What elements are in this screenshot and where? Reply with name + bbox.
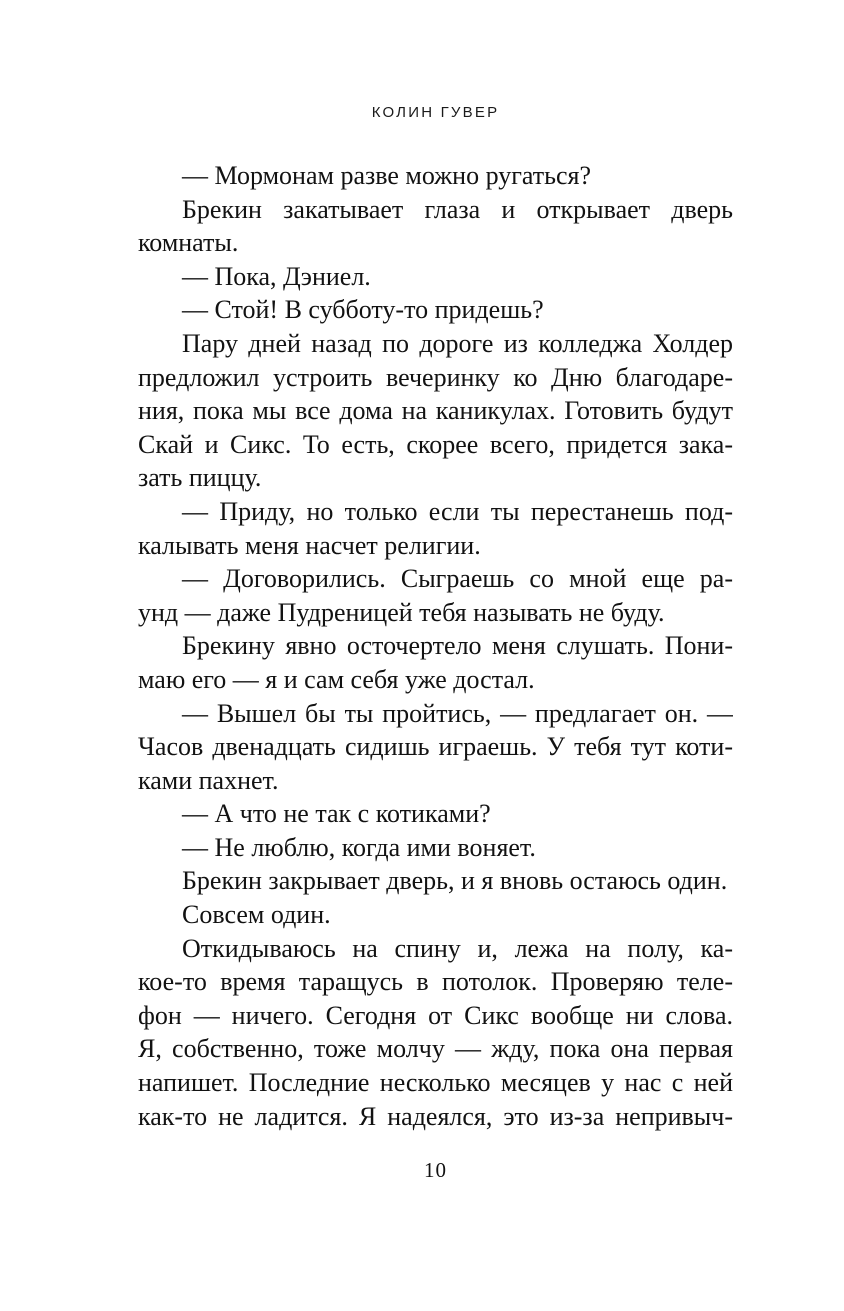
text-line: комнаты. [138,228,239,258]
text-line: Я, собственно, тоже молчу — жду, пока она первая [138,1034,733,1064]
text-line: Брекин закатывает глаза и открывает дверь [182,194,733,224]
text-line: предложил устроить вечеринку ко Дню благодаре- [138,362,733,392]
text-line: Совсем один. [182,900,331,930]
text-line: Часов двенадцать сидишь играешь. У тебя тут коти- [138,732,733,762]
text-line: маю его — я и сам себя уже достал. [138,664,535,694]
text-line: Брекин закрывает дверь, и я вновь остаюсь один. [182,866,728,896]
text-line: ния, пока мы все дома на каникулах. Готовить будут [138,396,733,426]
text-line: ками пахнет. [138,765,279,795]
text-line: как-то не ладится. Я надеялся, это из-за непривыч- [138,1101,733,1131]
text-line: унд — даже Пудреницей тебя называть не буду. [138,597,665,627]
running-head-author: КОЛИН ГУВЕР [371,104,500,121]
text-line: — А что не так с котиками? [182,799,491,829]
text-line: Брекину явно осточертело меня слушать. Пони- [182,631,733,661]
text-line: — Пока, Дэниел. [182,261,371,291]
text-line: Пару дней назад по дороге из колледжа Холдер [182,328,733,358]
text-line: Откидываюсь на спину и, лежа на полу, ка- [182,933,733,963]
text-line: — Договорились. Сыграешь со мной еще ра- [182,564,733,594]
text-line: кое-то время таращусь в потолок. Проверяю теле- [138,967,733,997]
text-line: зать пиццу. [138,463,262,493]
text-line: Скай и Сикс. То есть, скорее всего, придется зака- [138,429,733,459]
text-line: — Не люблю, когда ими воняет. [182,832,536,862]
text-line: фон — ничего. Сегодня от Сикс вообще ни слова. [138,1000,733,1030]
text-line: — Вышел бы ты пройтись, — предлагает он. — [182,698,733,728]
text-line: — Мормонам разве можно ругаться? [182,161,592,190]
text-line: калывать меня насчет религии. [138,530,481,560]
text-line: — Стой! В субботу-то придешь? [182,295,544,325]
page-number: 10 [424,1158,447,1182]
text-line: — Приду, но только если ты перестанешь под- [182,496,733,526]
page-body [138,159,733,1133]
text-line: напишет. Последние несколько месяцев у нас с ней [138,1068,733,1098]
